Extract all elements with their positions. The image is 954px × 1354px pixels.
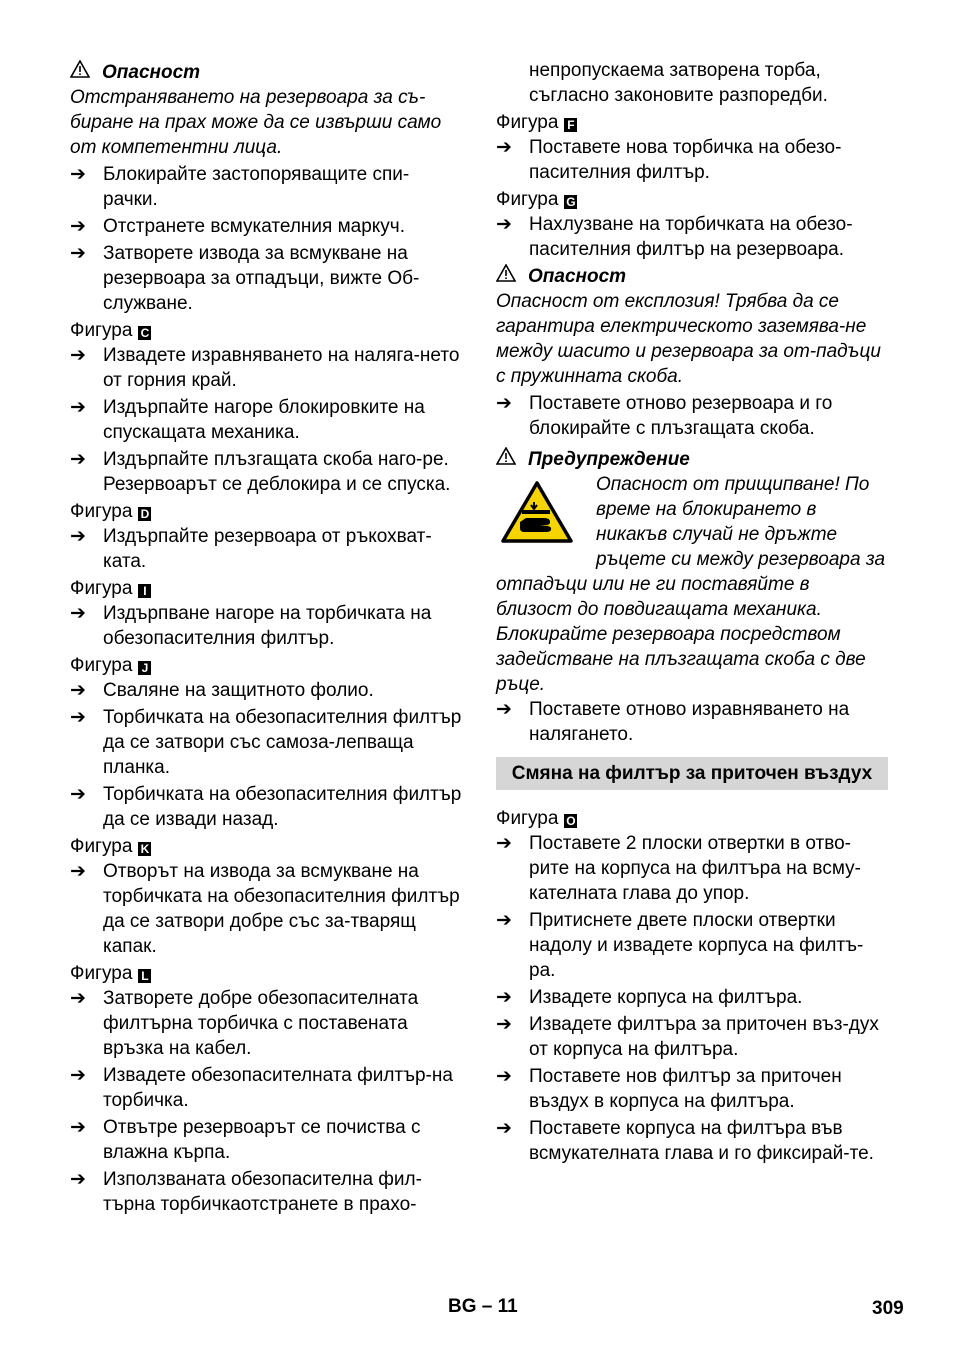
caution-text: Опасност от прищипване! По време на блокирането в никакъв случай не дръжте ръцете си между резервоара за отпадъци или не ги поставяйте в близост до повдигащата механика. Блокирайте резервоара посредством задействане на плъзгащата скоба с две ръце. (496, 474, 886, 695)
arrow-right-icon: ➔ (496, 910, 512, 931)
arrow-right-icon: ➔ (496, 1014, 512, 1035)
list-item: ➔ Извадете корпуса на филтъра. (496, 987, 803, 1008)
list-item: ➔ Блокирайте застопоряващите спи-рачки. (70, 164, 410, 210)
arrow-right-icon: ➔ (70, 680, 86, 701)
arrow-right-icon: ➔ (70, 988, 86, 1009)
list-item: ➔ Отстранете всмукателния маркуч. (70, 216, 405, 237)
figure-ref: Фигура K (70, 834, 462, 859)
figure-ref: Фигура D (70, 499, 462, 524)
list-item-continued: непропускаема затворена торба, съгласно законовите разпоредби. (529, 60, 828, 106)
section-heading: Смяна на филтър за приточен въздух (496, 757, 888, 790)
caution-heading: Предупреждение (496, 447, 888, 472)
arrow-right-icon: ➔ (70, 243, 86, 264)
list-item: ➔ Торбичката на обезопасителния филтър да се затвори със самоза-лепваща планка. (70, 707, 462, 778)
arrow-right-icon: ➔ (70, 216, 86, 237)
arrow-right-icon: ➔ (70, 1169, 86, 1190)
arrow-right-icon: ➔ (496, 699, 512, 720)
arrow-right-icon: ➔ (70, 526, 86, 547)
list-item: ➔ Поставете отново изравняването на налягането. (496, 699, 850, 745)
list-item: ➔ Торбичката на обезопасителния филтър да се извади назад. (70, 784, 462, 830)
hand-pinch-warning-icon (500, 480, 574, 544)
list-item: ➔ Издърпайте нагоре блокировките на спускащата механика. (70, 397, 425, 443)
list-item: ➔ Извадете изравняването на наляга-нето от горния край. (70, 345, 460, 391)
arrow-right-icon: ➔ (70, 164, 86, 185)
footer-page-number: 309 (872, 1298, 904, 1319)
list-item: ➔ Поставете корпуса на филтъра във всмукателната глава и го фиксирай-те. (496, 1118, 874, 1164)
arrow-right-icon: ➔ (70, 1065, 86, 1086)
list-item: ➔ Използваната обезопасителна фил-търна торбичкаотстранете в прахо- (70, 1169, 422, 1215)
warning-heading: Опасност (70, 60, 462, 85)
footer-page-label: BG – 11 (448, 1296, 518, 1317)
list-item: ➔ Поставете нова торбичка на обезо-пасителния филтър. (496, 137, 842, 183)
list-item: ➔ Извадете обезопасителната филтър-на торбичка. (70, 1065, 453, 1111)
figure-ref: Фигура G (496, 189, 576, 210)
figure-ref: Фигура I (70, 576, 462, 601)
list-item: ➔ Извадете филтъра за приточен въз-дух от корпуса на филтъра. (496, 1014, 879, 1060)
list-item: ➔ Поставете нов филтър за приточен въздух в корпуса на филтъра. (496, 1066, 842, 1112)
left-column (70, 58, 462, 1219)
arrow-right-icon: ➔ (70, 449, 86, 470)
arrow-right-icon: ➔ (496, 393, 512, 414)
list-item: ➔ Издърпайте резервоара от ръкохват-ката. (70, 526, 432, 572)
figure-ref: Фигура O (496, 808, 576, 829)
arrow-right-icon: ➔ (70, 707, 86, 728)
list-item: ➔ Затворете извода за всмукване на резервоара за отпадъци, вижте Об-служване. (70, 243, 420, 314)
warning-text: Отстраняването на резервоара за съ-биране на прах може да се извърши само от компетентни лица. (70, 87, 442, 158)
list-item: ➔ Сваляне на защитното фолио. (70, 680, 374, 701)
warning-triangle-icon (70, 60, 92, 85)
list-item: ➔ Издърпване нагоре на торбичката на обезопасителния филтър. (70, 603, 432, 649)
arrow-right-icon: ➔ (70, 397, 86, 418)
caution-block (496, 472, 888, 697)
list-item: ➔ Поставете отново резервоара и го блокирайте с плъзгащата скоба. (496, 393, 833, 439)
list-item: ➔ Притиснете двете плоски отвертки надолу и извадете корпуса на филтъ-ра. (496, 910, 864, 981)
warning-triangle-icon (496, 447, 518, 472)
arrow-right-icon: ➔ (496, 1118, 512, 1139)
warning-triangle-icon (496, 264, 518, 289)
list-item: ➔ Затворете добре обезопасителната филтърна торбичка с поставената връзка на кабел. (70, 988, 419, 1059)
warning-text: Опасност от експлозия! Трябва да се гарантира електрическото заземява-не между шасито и резервоара за от-падъци с пружинната скоба. (496, 291, 881, 387)
list-item: ➔ Отвътре резервоарът се почиства с влажна кърпа. (70, 1117, 421, 1163)
list-item: ➔ Поставете 2 плоски отвертки в отво-рите на корпуса на филтъра на всму-кателната глава до упор. (496, 833, 861, 904)
right-column (496, 58, 888, 1168)
list-item: ➔ Отворът на извода за всмукване на торбичката на обезопасителния филтър да се затвори добре със за-тварящ капак. (70, 861, 460, 957)
list-item: ➔ Издърпайте плъзгащата скоба наго-ре. Резервоарът се деблокира и се спуска. (70, 449, 451, 495)
figure-ref: Фигура J (70, 653, 462, 678)
list-item: ➔ Нахлузване на торбичката на обезо-пасителния филтър на резервоара. (496, 214, 853, 260)
arrow-right-icon: ➔ (70, 603, 86, 624)
arrow-right-icon: ➔ (496, 214, 512, 235)
arrow-right-icon: ➔ (70, 345, 86, 366)
figure-ref: Фигура C (70, 318, 462, 343)
figure-ref: Фигура L (70, 961, 462, 986)
arrow-right-icon: ➔ (496, 1066, 512, 1087)
arrow-right-icon: ➔ (496, 137, 512, 158)
arrow-right-icon: ➔ (496, 987, 512, 1008)
arrow-right-icon: ➔ (70, 1117, 86, 1138)
figure-ref: Фигура F (496, 110, 888, 135)
warning-heading: Опасност (496, 264, 888, 289)
arrow-right-icon: ➔ (70, 861, 86, 882)
arrow-right-icon: ➔ (70, 784, 86, 805)
arrow-right-icon: ➔ (496, 833, 512, 854)
